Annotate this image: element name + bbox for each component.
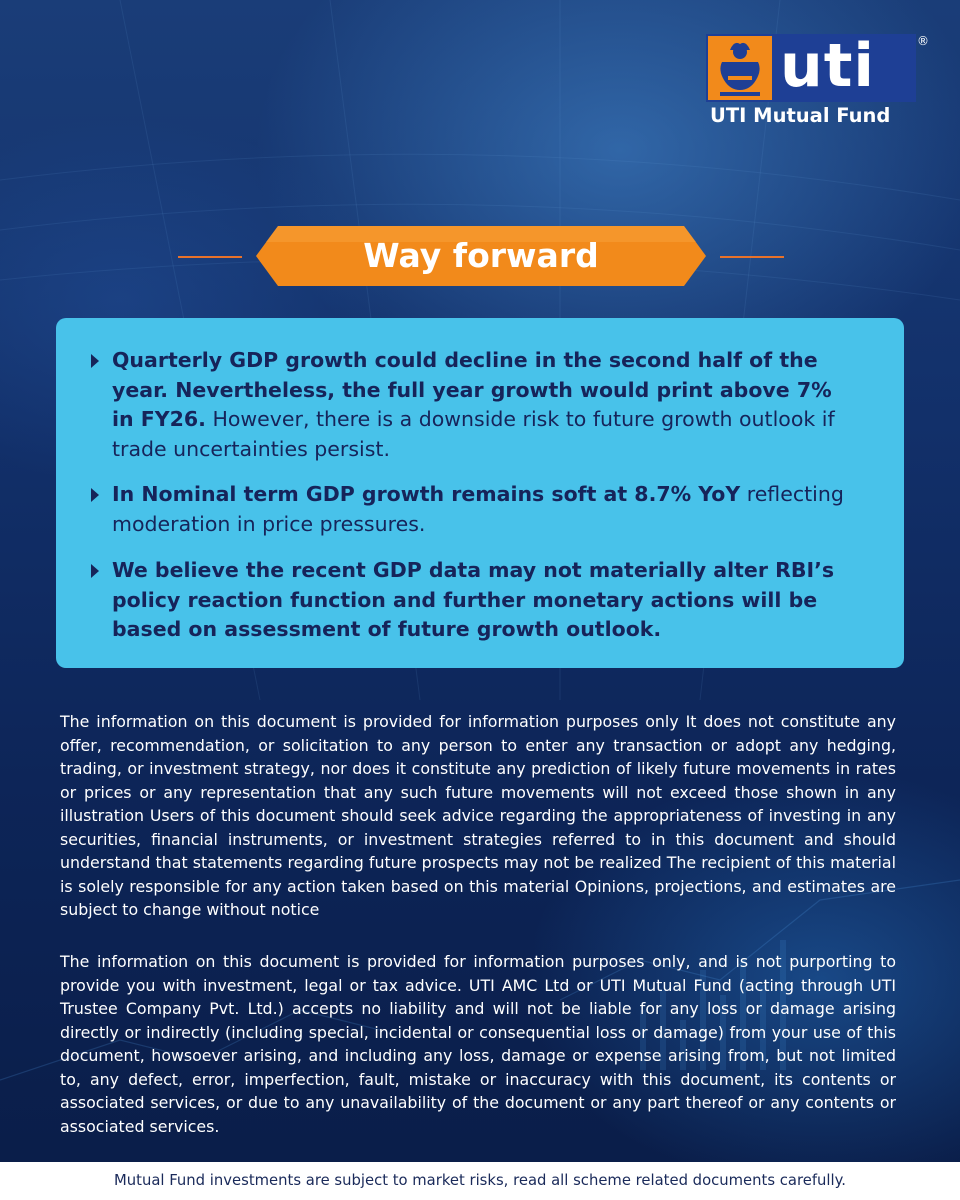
logo-kalash-tile [708, 36, 772, 100]
logo-word: uti [780, 31, 875, 101]
bullet-point [112, 556, 852, 645]
heading-rule-left [178, 256, 242, 258]
uti-logo [706, 31, 929, 130]
bullet-arrow-icon [91, 564, 99, 578]
bullet-arrow-icon [91, 354, 99, 368]
bullet-bold-text: We believe the recent GDP data may not materially alter RBI’s policy reaction function and further monetary actions will be based on assessment of future growth outlook. [112, 558, 835, 641]
bullet-regular-text: However, there is a downside risk to future growth outlook if trade uncertainties persist. [112, 407, 835, 461]
bullet-arrow-icon [91, 488, 99, 502]
heading-ribbon [256, 226, 706, 286]
bullet-point [112, 480, 852, 539]
bullet-point [112, 346, 852, 464]
bullet-bold-text: Quarterly GDP growth could decline in the second half of the year. Nevertheless, the full year growth would print above 7% in FY26. [112, 348, 832, 431]
disclaimer-information: The information on this document is provided for information purposes only It does not constitute any offer, recommendation, or solicitation to any person to enter any transaction or adopt any hedging, trading, or investment strategy, nor does it constitute any prediction of likely future movements in rates or prices or any representation that any such future movements will not exceed those shown in any illustration Users of this document should seek advice regarding the appropriateness of investing in any securities, financial instruments, or investment strategies referred to in this document and should understand that statements regarding future prospects may not be realized The recipient of this material is solely responsible for any action taken based on this material Opinions, projections, and estimates are subject to change without notice [60, 712, 896, 919]
kalash-icon [708, 36, 772, 100]
disclaimer-liability: The information on this document is provided for information purposes only, and is not purporting to provide you with investment, legal or tax advice. UTI AMC Ltd or UTI Mutual Fund (acting through UTI Trustee Company Pvt. Ltd.) accepts no liability and will not be liable for any loss or damage arising directly or indirectly (including special, incidental or consequential loss or damage) from your use of this document, howsoever arising, and including any loss, damage or expense arising from, but not limited to, any defect, error, imperfection, fault, mistake or inaccuracy with this document, its contents or associated services, or due to any unavailability of the document or any part thereof or any contents or associated services. [60, 952, 896, 1136]
bullet-bold-text: In Nominal term GDP growth remains soft at 8.7% YoY [112, 482, 741, 506]
bullet-regular-text: reflecting moderation in price pressures. [112, 482, 844, 536]
logo-subtitle: UTI Mutual Fund [710, 104, 891, 127]
key-points-card [56, 318, 904, 668]
heading-rule-right [720, 256, 784, 258]
registered-mark: ® [917, 34, 929, 48]
page-title: Way forward [363, 236, 599, 275]
risk-footer: Mutual Fund investments are subject to market risks, read all scheme related documents carefully. [0, 1162, 960, 1200]
